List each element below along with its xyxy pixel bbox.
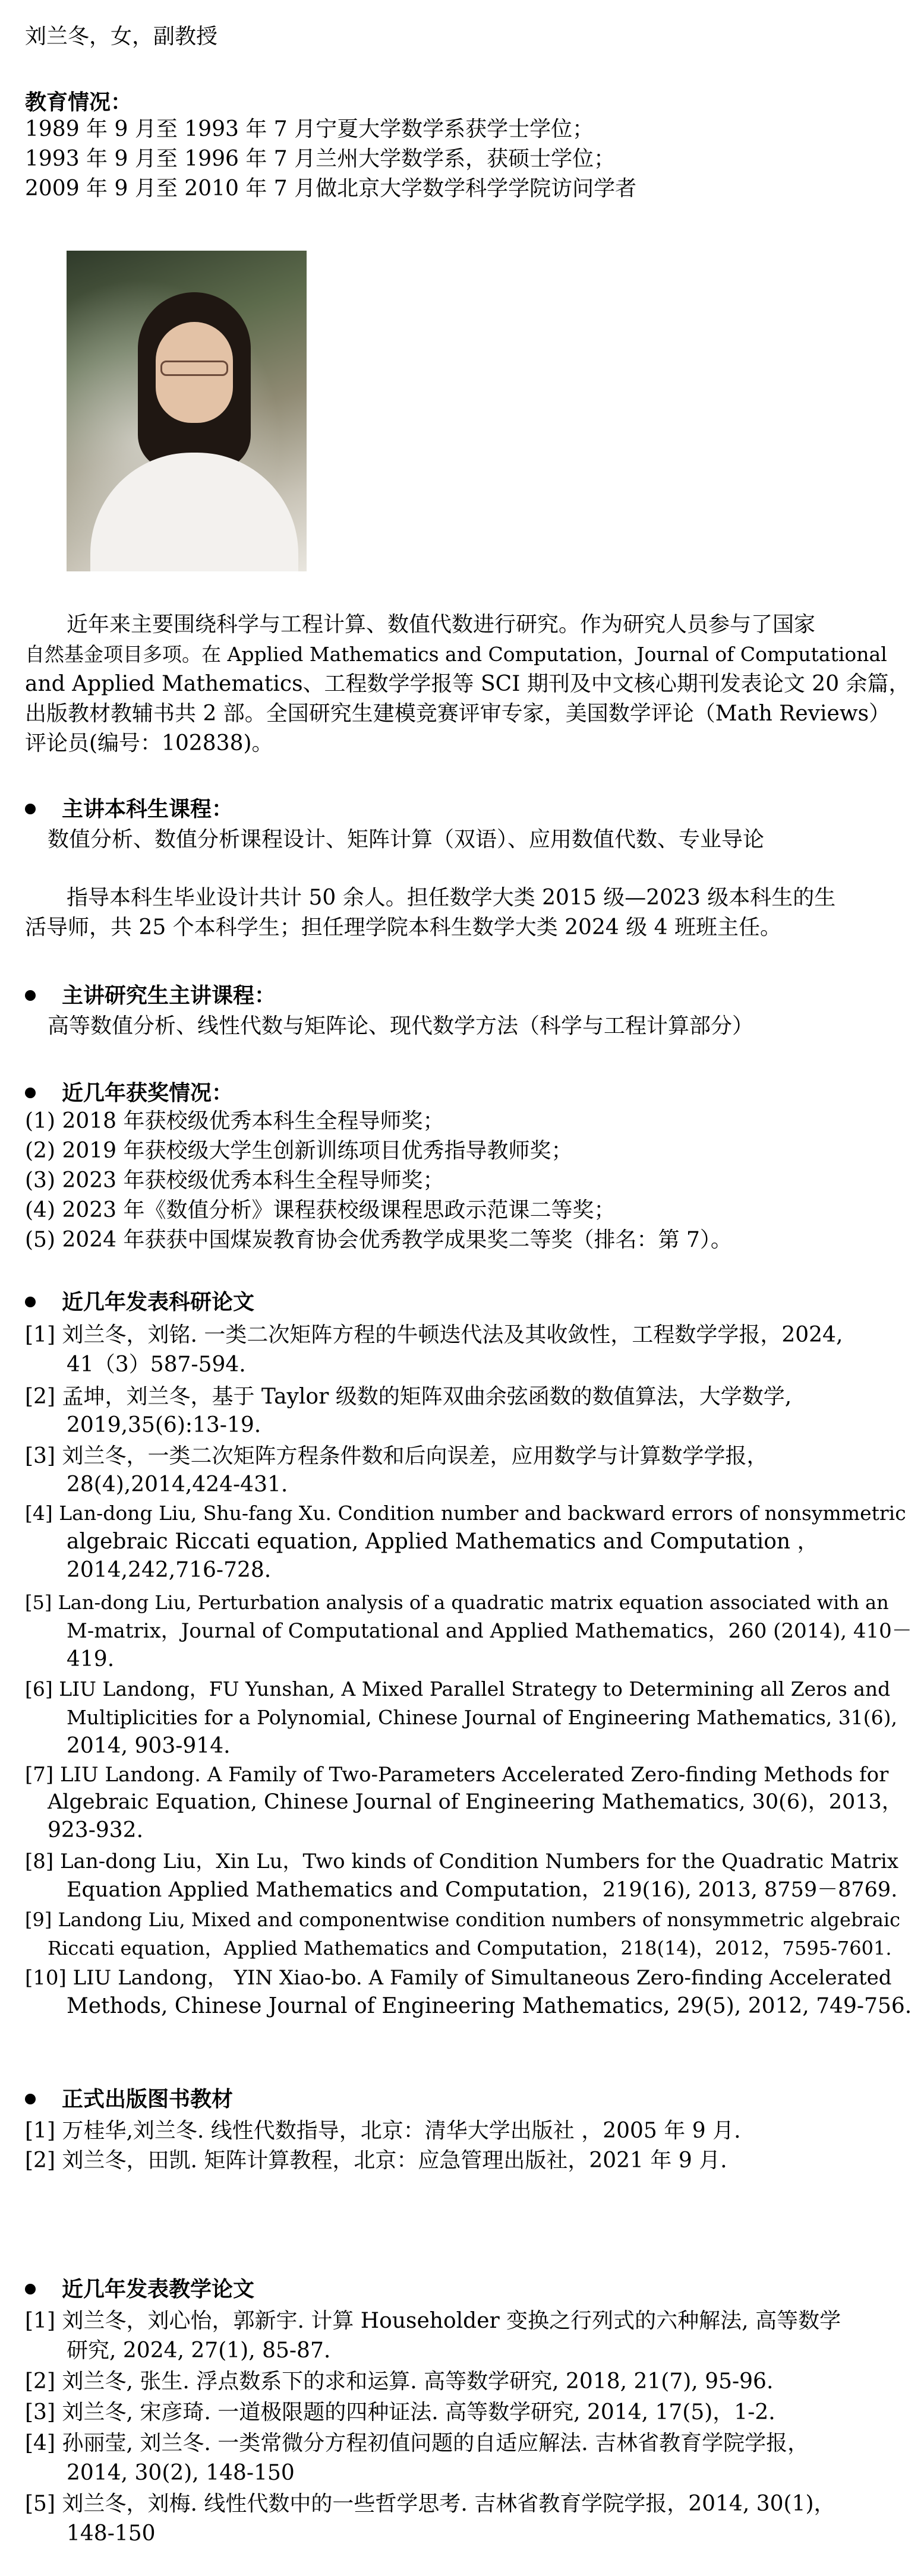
paper-line: Riccati equation，Applied Mathematics and Computation，218(14)，2012，7595-7601. bbox=[48, 1937, 892, 1959]
book-item: [1] 万桂华,刘兰冬. 线性代数指导，北京：清华大学出版社 ，2005 年 9 月. bbox=[25, 2119, 741, 2143]
teaching-paper-line: [3] 刘兰冬, 宋彦琦. 一道极限题的四种证法. 高等数学研究, 2014, 17(5)，1-2. bbox=[25, 2400, 775, 2425]
paper-line: [1] 刘兰冬，刘铭. 一类二次矩阵方程的牛顿迭代法及其收敛性，工程数学学报，2024, bbox=[25, 1323, 843, 1347]
graduate-heading: 主讲研究生主讲课程： bbox=[62, 983, 276, 1008]
books-heading: 正式出版图书教材 bbox=[62, 2087, 234, 2112]
education-item: 1989 年 9 月至 1993 年 7 月宁夏大学数学系获学士学位； bbox=[25, 117, 594, 141]
award-item: (2) 2019 年获校级大学生创新训练项目优秀指导教师奖； bbox=[25, 1139, 573, 1163]
bullet-icon bbox=[25, 1297, 36, 1307]
research-line: 出版教材教辅书共 2 部。全国研究生建模竞赛评审专家，美国数学评论（Math Reviews） bbox=[25, 701, 891, 726]
research-line: 近年来主要围绕科学与工程计算、数值代数进行研究。作为研究人员参与了国家 bbox=[67, 612, 816, 637]
teaching-paper-line: [1] 刘兰冬，刘心怡，郭新宇. 计算 Householder 变换之行列式的六种解法, 高等数学 bbox=[25, 2309, 841, 2333]
paper-line: M-matrix，Journal of Computational and Applied Mathematics，260 (2014), 410－ bbox=[67, 1619, 912, 1643]
paper-line: Algebraic Equation, Chinese Journal of Engineering Mathematics, 30(6)，2013， bbox=[48, 1790, 903, 1814]
research-line: 评论员(编号：102838)。 bbox=[25, 731, 273, 756]
undergrad-guidance-line: 指导本科生毕业设计共计 50 余人。担任数学大类 2015 级—2023 级本科生的生 bbox=[67, 886, 836, 910]
portrait-photo bbox=[67, 251, 307, 571]
papers-heading: 近几年发表科研论文 bbox=[62, 1289, 255, 1314]
paper-line: 41（3）587-594. bbox=[67, 1352, 246, 1377]
bullet-icon bbox=[25, 2284, 36, 2294]
teaching-papers-heading: 近几年发表教学论文 bbox=[62, 2277, 255, 2302]
paper-line: Equation Applied Mathematics and Computation，219(16), 2013, 8759－8769. bbox=[67, 1878, 898, 1902]
teaching-paper-line: [5] 刘兰冬，刘梅. 线性代数中的一些哲学思考. 吉林省教育学院学报，2014, 30(1)， bbox=[25, 2492, 835, 2516]
teaching-paper-line: 研究, 2024, 27(1), 85-87. bbox=[67, 2338, 331, 2363]
paper-line: Multiplicities for a Polynomial, Chinese Journal of Engineering Mathematics, 31(6), bbox=[67, 1706, 897, 1729]
award-item: (3) 2023 年获校级优秀本科生全程导师奖； bbox=[25, 1168, 444, 1193]
bullet-icon bbox=[25, 1088, 36, 1098]
intro-line: 刘兰冬，女，副教授 bbox=[25, 24, 218, 49]
teaching-paper-line: [2] 刘兰冬, 张生. 浮点数系下的求和运算. 高等数学研究, 2018, 21(7), 95-96. bbox=[25, 2369, 774, 2394]
education-item: 1993 年 9 月至 1996 年 7 月兰州大学数学系，获硕士学位； bbox=[25, 147, 616, 171]
paper-line: 2019,35(6):13-19. bbox=[67, 1413, 261, 1437]
paper-line: [7] LIU Landong. A Family of Two-Parameters Accelerated Zero-finding Methods for bbox=[25, 1763, 889, 1787]
bullet-icon bbox=[25, 2094, 36, 2104]
paper-line: [5] Lan-dong Liu, Perturbation analysis of a quadratic matrix equation associated with an bbox=[25, 1591, 889, 1614]
award-item: (4) 2023 年《数值分析》课程获校级课程思政示范课二等奖； bbox=[25, 1198, 616, 1222]
paper-line: Methods, Chinese Journal of Engineering Mathematics, 29(5), 2012, 749-756. bbox=[67, 1994, 912, 2018]
paper-line: 2014, 903-914. bbox=[67, 1734, 231, 1758]
award-item: (1) 2018 年获校级优秀本科生全程导师奖； bbox=[25, 1109, 444, 1133]
bullet-icon bbox=[25, 804, 36, 814]
paper-line: 2014,242,716-728. bbox=[67, 1558, 272, 1582]
research-line: 自然基金项目多项。在 Applied Mathematics and Computation，Journal of Computational bbox=[25, 643, 887, 666]
paper-line: [3] 刘兰冬，一类二次矩阵方程条件数和后向误差，应用数学与计算数学学报， bbox=[25, 1444, 768, 1468]
paper-line: [2] 孟坤，刘兰冬，基于 Taylor 级数的矩阵双曲余弦函数的数值算法，大学数学, bbox=[25, 1385, 792, 1409]
paper-line: [6] LIU Landong，FU Yunshan, A Mixed Parallel Strategy to Determining all Zeros and bbox=[25, 1677, 891, 1701]
paper-line: 923-932. bbox=[48, 1818, 144, 1842]
paper-line: [10] LIU Landong， YIN Xiao-bo. A Family of Simultaneous Zero-finding Accelerated bbox=[25, 1966, 892, 1990]
education-item: 2009 年 9 月至 2010 年 7 月做北京大学数学科学学院访问学者 bbox=[25, 176, 637, 201]
undergrad-guidance-line: 活导师，共 25 个本科学生；担任理学院本科生数学大类 2024 级 4 班班主任。 bbox=[25, 915, 781, 940]
graduate-courses: 高等数值分析、线性代数与矩阵论、现代数学方法（科学与工程计算部分） bbox=[48, 1014, 754, 1038]
teaching-paper-line: 148-150 bbox=[67, 2521, 156, 2546]
paper-line: algebraic Riccati equation, Applied Mathematics and Computation ， bbox=[67, 1529, 819, 1554]
education-heading: 教育情况： bbox=[25, 90, 133, 115]
paper-line: [8] Lan-dong Liu，Xin Lu，Two kinds of Condition Numbers for the Quadratic Matrix bbox=[25, 1850, 899, 1873]
research-line: and Applied Mathematics、工程数学学报等 SCI 期刊及中文核心期刊发表论文 20 余篇， bbox=[25, 672, 910, 696]
paper-line: [4] Lan-dong Liu, Shu-fang Xu. Condition number and backward errors of nonsymmetric bbox=[25, 1502, 906, 1525]
paper-line: 28(4),2014,424-431. bbox=[67, 1472, 288, 1497]
paper-line: 419. bbox=[67, 1647, 115, 1671]
teaching-paper-line: 2014, 30(2), 148-150 bbox=[67, 2461, 295, 2485]
awards-heading: 近几年获奖情况： bbox=[62, 1080, 234, 1105]
paper-line: [9] Landong Liu, Mixed and componentwise condition numbers of nonsymmetric algebraic bbox=[25, 1908, 900, 1931]
award-item: (5) 2024 年获获中国煤炭教育协会优秀教学成果奖二等奖（排名：第 7）。 bbox=[25, 1228, 732, 1252]
book-item: [2] 刘兰冬，田凯. 矩阵计算教程，北京：应急管理出版社，2021 年 9 月. bbox=[25, 2148, 727, 2173]
bullet-icon bbox=[25, 990, 36, 1001]
undergrad-heading: 主讲本科生课程： bbox=[62, 796, 234, 821]
undergrad-courses: 数值分析、数值分析课程设计、矩阵计算（双语）、应用数值代数、专业导论 bbox=[48, 827, 765, 852]
teaching-paper-line: [4] 孙丽莹, 刘兰冬. 一类常微分方程初值问题的自适应解法. 吉林省教育学院学报， bbox=[25, 2431, 809, 2455]
